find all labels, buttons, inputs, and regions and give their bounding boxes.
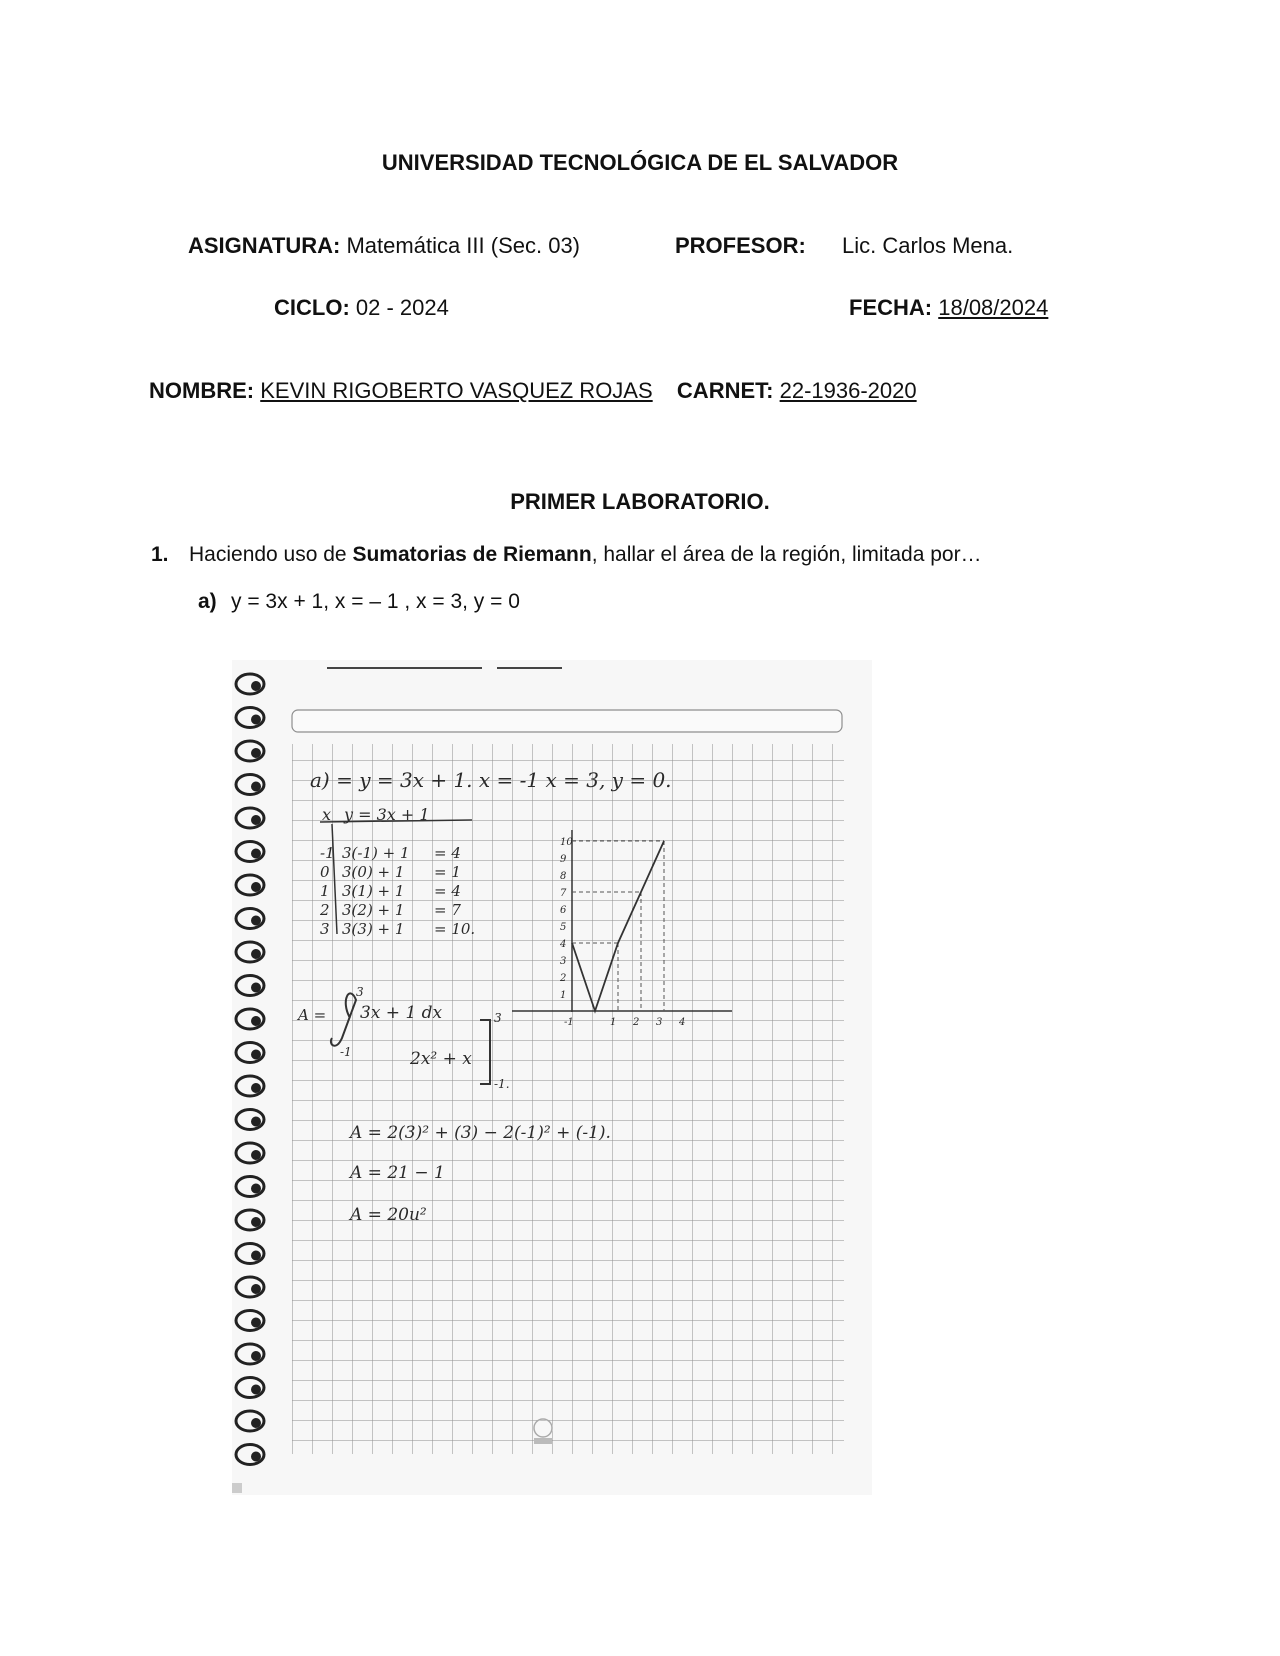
asignatura-line	[188, 233, 580, 259]
hw-row-result: = 10.	[434, 920, 476, 938]
nombre-line	[149, 378, 917, 404]
hw-row-result: = 4	[434, 882, 461, 900]
profesor-label: PROFESOR:	[675, 233, 806, 258]
hw-table-header-x: x	[322, 805, 332, 824]
ciclo-line	[274, 295, 449, 321]
graph-y-tick-label: 7	[560, 888, 567, 899]
hw-table-row	[320, 863, 461, 881]
hw-step-1: A = 2(3)² + (3) − 2(-1)² + (-1).	[350, 1123, 611, 1143]
hw-row-x: 2	[320, 901, 330, 919]
graph-y-tick-label: 5	[560, 922, 567, 933]
hw-step-2: A = 21 − 1	[350, 1163, 445, 1183]
question-text-before: Haciendo uso de	[189, 543, 353, 566]
asignatura-value: Matemática III (Sec. 03)	[346, 233, 581, 258]
graph-y-tick-label: 2	[560, 973, 567, 984]
hw-integral-lower: -1	[340, 1045, 352, 1059]
hw-row-result: = 4	[434, 844, 461, 862]
hw-row-x: 1	[320, 882, 330, 900]
subquestion-letter: a)	[198, 590, 217, 613]
hw-table-row	[320, 920, 475, 938]
carnet-value: 22-1936-2020	[779, 378, 917, 403]
profesor-value: Lic. Carlos Mena.	[842, 233, 1014, 258]
hw-heading: a) = y = 3x + 1. x = -1 x = 3, y = 0.	[310, 768, 672, 792]
hw-row-x: 0	[320, 863, 330, 881]
nombre-value: KEVIN RIGOBERTO VASQUEZ ROJAS	[260, 378, 653, 403]
hw-step-3: A = 20u²	[350, 1205, 427, 1225]
graph-y-tick-label: 1	[560, 990, 567, 1001]
hw-row-x: 3	[320, 920, 330, 938]
ciclo-label: CICLO:	[274, 295, 350, 320]
question-text-bold: Sumatorias de Riemann	[352, 543, 592, 566]
graph-x-tick-label: 1	[610, 1017, 617, 1028]
fecha-value: 18/08/2024	[938, 295, 1049, 320]
subquestion-a	[198, 590, 520, 614]
ciclo-value: 02 - 2024	[355, 295, 449, 320]
graph-y-tick-label: 3	[560, 956, 567, 967]
graph-y-tick-label: 6	[560, 905, 567, 916]
hw-eval-lower: -1.	[494, 1077, 510, 1091]
graph-x-tick-label: -1	[564, 1017, 574, 1028]
question-number: 1.	[151, 543, 169, 566]
hw-row-result: = 7	[434, 901, 461, 919]
hw-integrand: 3x + 1 dx	[360, 1003, 443, 1023]
hw-row-x: -1	[320, 844, 335, 862]
hw-table-header-y: y = 3x + 1	[344, 805, 430, 824]
hw-table-row	[320, 882, 461, 900]
graph-y-tick-label: 8	[560, 871, 567, 882]
notebook-photo	[232, 660, 872, 1495]
fecha-line	[849, 295, 1048, 321]
fecha-label: FECHA:	[849, 295, 933, 320]
subquestion-text: y = 3x + 1, x = – 1 , x = 3, y = 0	[231, 590, 520, 613]
graph-x-tick-label: 2	[633, 1017, 640, 1028]
carnet-label: CARNET:	[676, 378, 774, 403]
notebook-header-strip	[292, 710, 842, 732]
hw-row-expr: 3(1) + 1	[342, 882, 405, 900]
graph-x-tick-label: 3	[656, 1017, 663, 1028]
graph-x-tick-label: 4	[679, 1017, 686, 1028]
lab-title: PRIMER LABORATORIO.	[510, 489, 770, 514]
asignatura-label: ASIGNATURA:	[188, 233, 341, 258]
hw-integral-upper: 3	[356, 985, 364, 999]
question-1	[151, 543, 982, 567]
hw-row-expr: 3(3) + 1	[342, 920, 405, 938]
hw-row-expr: 3(0) + 1	[342, 863, 405, 881]
question-text-after: , hallar el área de la región, limitada por…	[591, 543, 982, 566]
profesor-line	[675, 233, 1013, 259]
notebook-page-svg	[232, 660, 872, 1495]
hw-row-expr: 3(-1) + 1	[342, 844, 410, 862]
hw-eval-upper: 3	[494, 1011, 502, 1025]
nombre-label: NOMBRE:	[149, 378, 255, 403]
hw-integral-label: A =	[298, 1006, 327, 1024]
graph-y-tick-label: 4	[560, 939, 567, 950]
hw-row-expr: 3(2) + 1	[342, 901, 405, 919]
hw-row-result: = 1	[434, 863, 461, 881]
university-title: UNIVERSIDAD TECNOLÓGICA DE EL SALVADOR	[381, 150, 899, 175]
graph-y-tick-label: 9	[560, 854, 567, 865]
graph-y-tick-label: 10	[560, 837, 573, 848]
hw-table-row	[320, 844, 461, 862]
hw-antiderivative: 2x² + x	[410, 1049, 472, 1069]
